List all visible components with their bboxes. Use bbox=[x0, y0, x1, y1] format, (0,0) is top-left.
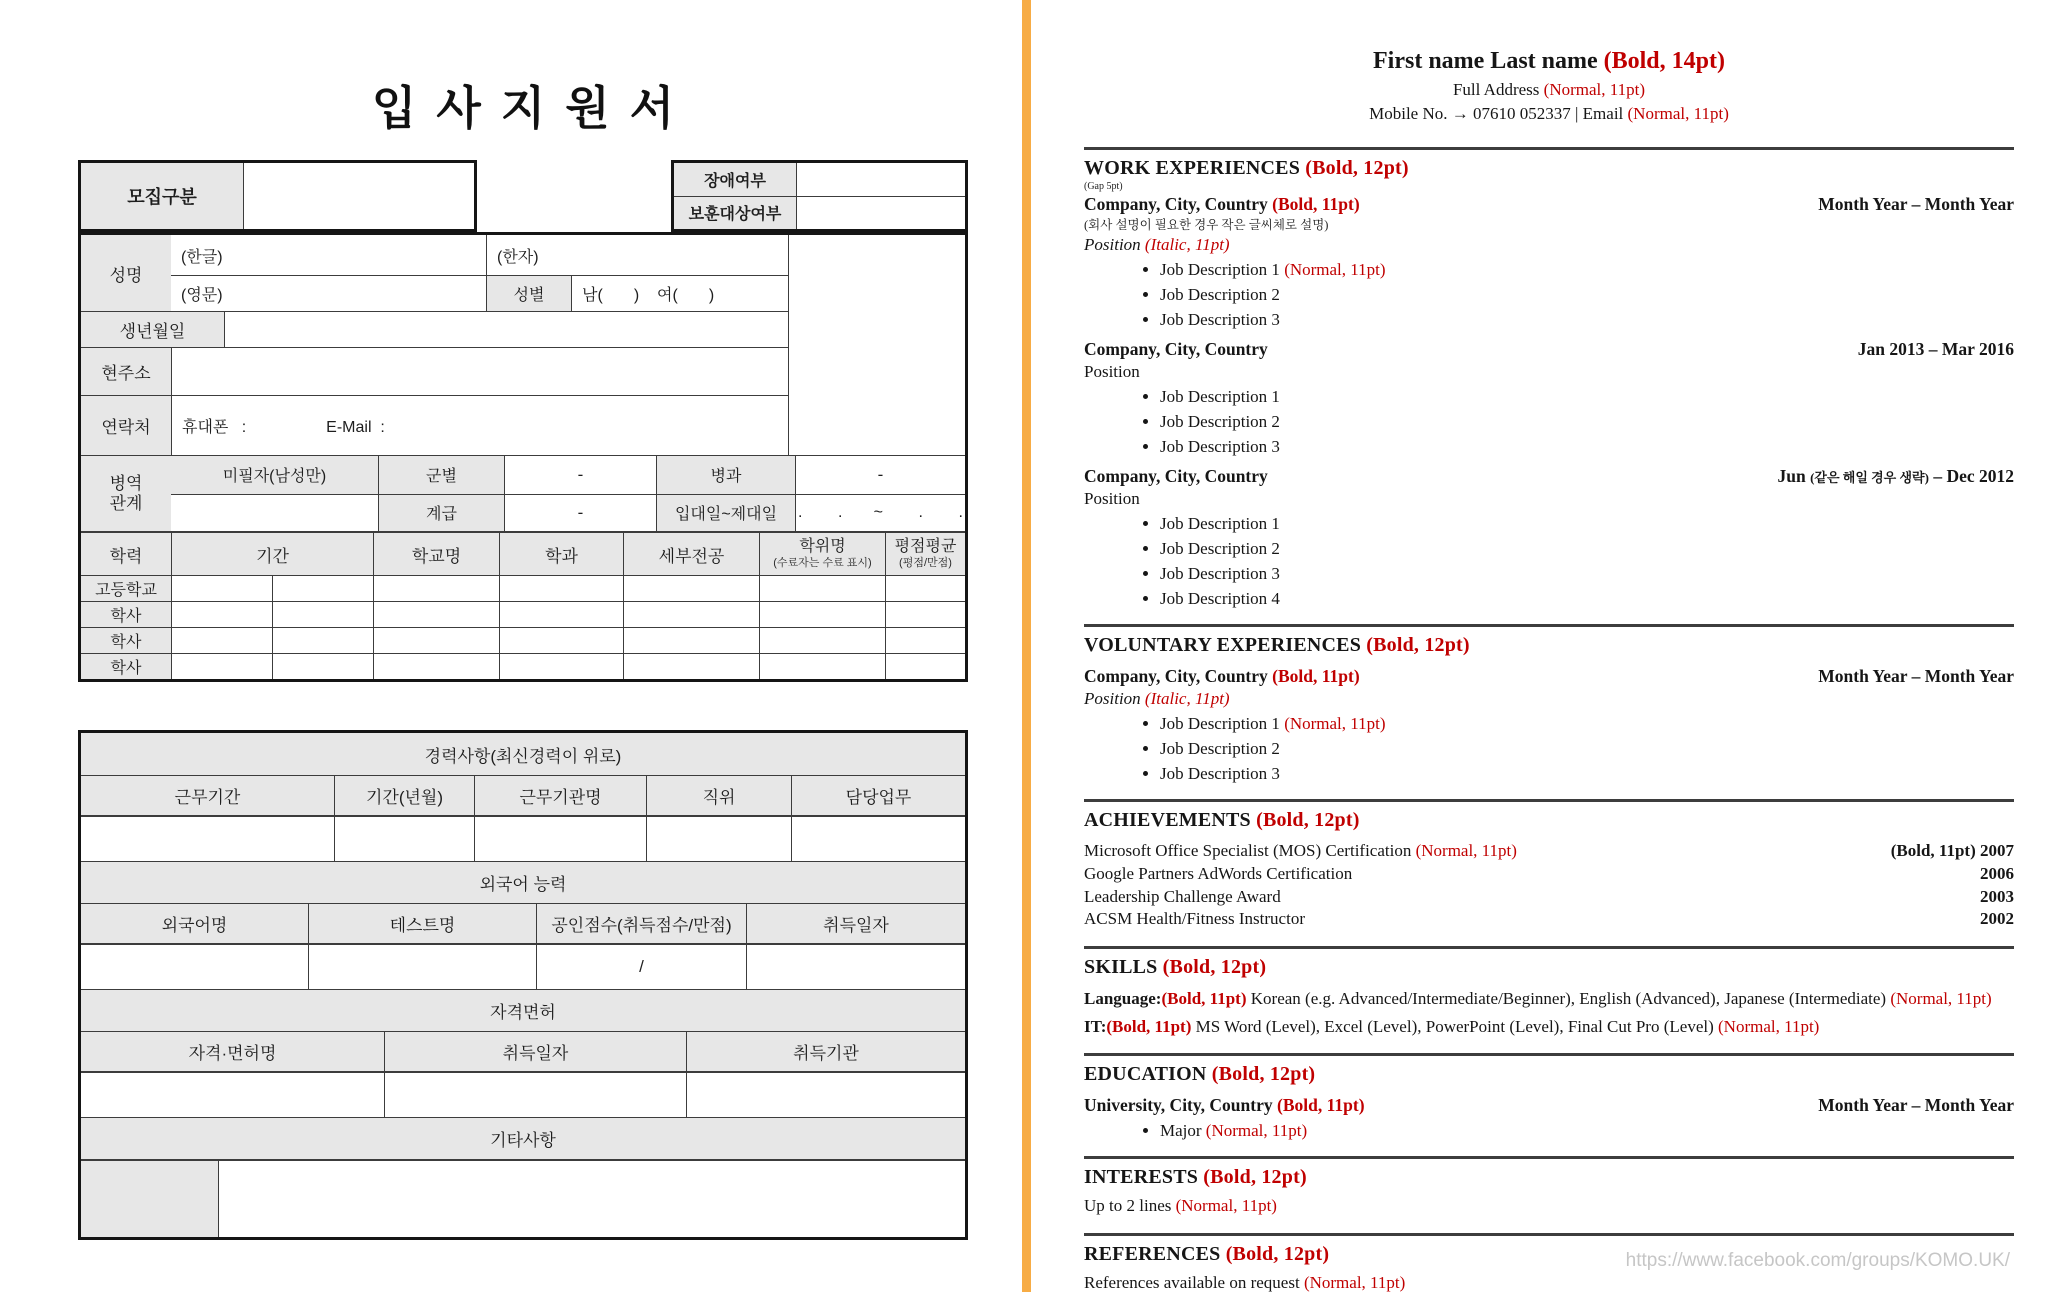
education-row-bachelor-2 bbox=[81, 627, 965, 653]
career-title: 경력사항(최신경력이 위로) bbox=[81, 733, 965, 775]
jd-text: Job Description 3 bbox=[1160, 437, 1280, 457]
military-block bbox=[81, 455, 965, 531]
jd-text: Job Description 3 bbox=[1160, 764, 1280, 784]
name-row-1 bbox=[171, 235, 788, 275]
empty-cell bbox=[171, 602, 272, 627]
empty-cell bbox=[81, 817, 334, 861]
achievement-year: 2003 bbox=[1980, 886, 2014, 906]
education-row-label: 학사 bbox=[81, 628, 171, 653]
military-dates-field: . . ~ . . bbox=[795, 495, 965, 532]
position-note: (Italic, 11pt) bbox=[1144, 235, 1230, 255]
it-note: (Bold, 11pt) bbox=[1106, 1016, 1192, 1036]
empty-cell bbox=[171, 654, 272, 679]
achievements-heading-note: (Bold, 12pt) bbox=[1256, 809, 1360, 832]
education-heading-note: (Bold, 12pt) bbox=[1211, 1063, 1316, 1086]
interests-heading-text: INTERESTS bbox=[1084, 1166, 1199, 1189]
name-hanja-field: (한자) bbox=[486, 235, 788, 275]
skills-language-line bbox=[1084, 987, 2014, 1011]
achievement-text-line bbox=[1084, 840, 1517, 863]
career-header-row bbox=[81, 775, 965, 815]
jd-text: Job Description 2 bbox=[1160, 412, 1280, 432]
interests-body bbox=[1084, 1195, 2014, 1218]
company-line bbox=[1084, 666, 1360, 687]
work-entry-3 bbox=[1084, 466, 2014, 609]
university-note: (Bold, 11pt) bbox=[1277, 1095, 1365, 1116]
cv-name-note: (Bold, 14pt) bbox=[1603, 48, 1725, 74]
upper-left-stack bbox=[81, 235, 788, 455]
cv-header bbox=[1084, 46, 2014, 125]
education-row-label: 고등학교 bbox=[81, 576, 171, 601]
empty-cell bbox=[499, 576, 623, 601]
empty-cell bbox=[171, 628, 272, 653]
position-note: (Italic, 11pt) bbox=[1144, 689, 1230, 709]
address-row bbox=[81, 347, 788, 395]
it-label: IT: bbox=[1084, 1016, 1107, 1036]
cv-address: Full Address bbox=[1452, 80, 1540, 100]
military-rank-label: 계급 bbox=[378, 495, 504, 532]
section-interests bbox=[1084, 1156, 2014, 1218]
gpa-header-main: 평점평균 bbox=[894, 538, 957, 556]
education-header-row bbox=[81, 531, 965, 575]
cv-address-line bbox=[1084, 79, 2014, 101]
license-data-row bbox=[81, 1071, 965, 1117]
recruit-type-label: 모집구분 bbox=[81, 163, 243, 229]
jd-text: Job Description 1 bbox=[1160, 387, 1280, 407]
address-label: 현주소 bbox=[81, 348, 171, 395]
gender-field: 남( ) 여( ) bbox=[571, 276, 788, 311]
license-header-row bbox=[81, 1031, 965, 1071]
empty-cell bbox=[646, 817, 791, 861]
cv-template-page bbox=[1031, 0, 2048, 1292]
achievement-text: ACSM Health/Fitness Instructor bbox=[1084, 909, 1305, 929]
major-list bbox=[1084, 1121, 2014, 1141]
military-branch-field: - bbox=[504, 456, 656, 494]
company-text: Company, City, Country bbox=[1084, 339, 1268, 360]
jd-text: Job Description 2 bbox=[1160, 285, 1280, 305]
disability-field bbox=[796, 163, 965, 196]
section-skills-heading bbox=[1084, 956, 2014, 979]
interests-note: (Normal, 11pt) bbox=[1175, 1196, 1277, 1216]
job-description-list bbox=[1084, 514, 2014, 609]
achievement-text: Google Partners AdWords Certification bbox=[1084, 863, 1353, 883]
degree-header-main: 학위명 bbox=[799, 538, 846, 556]
empty-cell bbox=[384, 1073, 686, 1117]
major-item bbox=[1160, 1121, 2014, 1141]
empty-cell bbox=[686, 1073, 965, 1117]
section-achievements-heading bbox=[1084, 809, 2014, 832]
it-note-2: (Normal, 11pt) bbox=[1718, 1016, 1820, 1036]
education-school-header: 학교명 bbox=[373, 533, 499, 575]
license-header-org: 취득기관 bbox=[686, 1032, 965, 1071]
jd-note: (Normal, 11pt) bbox=[1284, 714, 1386, 734]
military-row-2 bbox=[171, 494, 965, 532]
job-description-list bbox=[1084, 387, 2014, 457]
photo-area bbox=[788, 235, 965, 455]
job-description-item bbox=[1160, 387, 2014, 407]
language-note: (Bold, 11pt) bbox=[1161, 988, 1247, 1008]
education-entry-header bbox=[1084, 1095, 2014, 1116]
career-header-period: 근무기간 bbox=[81, 776, 334, 815]
references-body bbox=[1084, 1272, 2014, 1292]
contact-row bbox=[81, 395, 788, 455]
jd-text: Job Description 1 bbox=[1160, 714, 1280, 734]
language-title: 외국어 능력 bbox=[81, 862, 965, 903]
education-row-label: 학사 bbox=[81, 602, 171, 627]
career-data-row bbox=[81, 815, 965, 861]
cv-content bbox=[1031, 0, 2048, 1292]
company-kr-note: (회사 설명이 필요한 경우 작은 글씨체로 설명) bbox=[1084, 218, 1329, 233]
achievement-year: 2006 bbox=[1980, 863, 2014, 883]
etc-content-cell bbox=[218, 1161, 965, 1237]
dates: Month Year – Month Year bbox=[1818, 1095, 2014, 1116]
position-text: Position bbox=[1084, 362, 1140, 382]
voluntary-heading-note: (Bold, 12pt) bbox=[1366, 634, 1470, 657]
skills-heading-note: (Bold, 12pt) bbox=[1162, 955, 1267, 978]
cv-contact-line bbox=[1084, 103, 2014, 125]
dates bbox=[1777, 466, 2014, 487]
company-text: Company, City, Country bbox=[1084, 466, 1268, 487]
references-heading-note: (Bold, 12pt) bbox=[1225, 1243, 1330, 1266]
company-line bbox=[1084, 194, 1360, 215]
empty-cell bbox=[623, 654, 759, 679]
empty-cell bbox=[759, 602, 885, 627]
achievement-year: 2007 bbox=[1980, 841, 2014, 861]
achievement-year-line bbox=[1891, 840, 2014, 863]
language-header-test: 테스트명 bbox=[308, 904, 536, 943]
military-fields bbox=[171, 456, 965, 531]
jd-text: Job Description 1 bbox=[1160, 260, 1280, 280]
empty-cell bbox=[746, 945, 965, 989]
education-heading-text: EDUCATION bbox=[1084, 1063, 1207, 1086]
empty-cell bbox=[499, 602, 623, 627]
birthdate-row bbox=[81, 311, 788, 347]
watermark-url: https://www.facebook.com/groups/KOMO.UK/ bbox=[1625, 1250, 2010, 1271]
voluntary-entry bbox=[1084, 666, 2014, 784]
empty-cell bbox=[81, 945, 308, 989]
skills-heading-text: SKILLS bbox=[1084, 955, 1158, 978]
empty-cell bbox=[171, 576, 272, 601]
job-description-item bbox=[1160, 514, 2014, 534]
job-description-item bbox=[1160, 564, 2014, 584]
empty-cell bbox=[272, 576, 373, 601]
section-achievements bbox=[1084, 799, 2014, 930]
etc-data-row bbox=[81, 1159, 965, 1237]
section-skills bbox=[1084, 946, 2014, 1039]
empty-cell bbox=[759, 628, 885, 653]
voluntary-entry-header bbox=[1084, 666, 2014, 687]
empty-cell bbox=[623, 602, 759, 627]
disability-label: 장애여부 bbox=[674, 163, 796, 196]
empty-cell bbox=[623, 628, 759, 653]
references-text: References available on request bbox=[1084, 1273, 1300, 1292]
dates-post: – Dec 2012 bbox=[1928, 466, 2014, 487]
degree-header-sub: (수료자는 수료 표시) bbox=[773, 556, 872, 569]
empty-cell bbox=[373, 602, 499, 627]
name-rows bbox=[81, 235, 788, 311]
recruit-type-field bbox=[243, 163, 474, 229]
career-header-org: 근무기관명 bbox=[474, 776, 646, 815]
jd-text: Job Description 3 bbox=[1160, 310, 1280, 330]
language-header-date: 취득일자 bbox=[746, 904, 965, 943]
personal-info-form bbox=[78, 160, 968, 682]
cv-name-line bbox=[1084, 46, 2014, 77]
achievement-note: (Normal, 11pt) bbox=[1415, 841, 1517, 861]
job-description-item bbox=[1160, 285, 2014, 305]
language-header-score: 공인점수(취득점수/만점) bbox=[536, 904, 746, 943]
jd-text: Job Description 4 bbox=[1160, 589, 1280, 609]
military-status-cell: 미필자(남성만) bbox=[171, 456, 378, 494]
education-major-header: 세부전공 bbox=[623, 533, 759, 575]
work-entry-1-header bbox=[1084, 194, 2014, 215]
career-header-duty: 담당업무 bbox=[791, 776, 965, 815]
job-description-item bbox=[1160, 739, 2014, 759]
achievements-heading-text: ACHIEVEMENTS bbox=[1084, 809, 1251, 832]
education-row-bachelor-3 bbox=[81, 653, 965, 679]
empty-cell bbox=[499, 654, 623, 679]
company-text: Company, City, Country bbox=[1084, 666, 1268, 687]
jd-note: (Normal, 11pt) bbox=[1284, 260, 1386, 280]
name-row-2 bbox=[171, 275, 788, 311]
job-description-item bbox=[1160, 412, 2014, 432]
language-title-row bbox=[81, 861, 965, 903]
education-degree-header bbox=[759, 533, 885, 575]
achievement-row bbox=[1084, 886, 2014, 909]
language-score-slash-cell: / bbox=[536, 945, 746, 989]
license-title: 자격면허 bbox=[81, 990, 965, 1031]
interests-heading-note: (Bold, 12pt) bbox=[1203, 1166, 1307, 1189]
disability-row bbox=[674, 163, 965, 196]
military-class-label: 병과 bbox=[656, 456, 795, 494]
job-description-item bbox=[1160, 310, 2014, 330]
skills-it-line bbox=[1084, 1015, 2014, 1039]
korean-application-form-page bbox=[0, 0, 1022, 1292]
military-label-line1: 병역 bbox=[109, 473, 143, 493]
jd-text: Job Description 2 bbox=[1160, 539, 1280, 559]
references-note: (Normal, 11pt) bbox=[1303, 1273, 1406, 1292]
empty-cell bbox=[885, 576, 965, 601]
work-entry-3-header bbox=[1084, 466, 2014, 487]
work-heading-text: WORK EXPERIENCES bbox=[1084, 157, 1301, 180]
job-description-item bbox=[1160, 539, 2014, 559]
section-interests-heading bbox=[1084, 1166, 2014, 1189]
empty-cell bbox=[272, 628, 373, 653]
education-gpa-header bbox=[885, 533, 965, 575]
position-text: Position bbox=[1084, 235, 1141, 255]
career-title-row bbox=[81, 733, 965, 775]
empty-cell bbox=[499, 628, 623, 653]
empty-cell bbox=[885, 602, 965, 627]
disability-veteran-box bbox=[671, 160, 968, 232]
company-note: (Bold, 11pt) bbox=[1272, 194, 1360, 215]
empty-cell bbox=[272, 602, 373, 627]
work-heading-note: (Bold, 12pt) bbox=[1305, 157, 1409, 180]
dates: Month Year – Month Year bbox=[1818, 194, 2014, 215]
section-education-heading bbox=[1084, 1063, 2014, 1086]
language-header-row bbox=[81, 903, 965, 943]
achievement-row bbox=[1084, 863, 2014, 886]
achievement-row bbox=[1084, 840, 2014, 863]
military-rank-field: - bbox=[504, 495, 656, 532]
education-level-header: 학력 bbox=[81, 533, 171, 575]
empty-cell bbox=[272, 654, 373, 679]
work-entry-1 bbox=[1084, 194, 2014, 330]
position-text: Position bbox=[1084, 489, 1140, 509]
major-note: (Normal, 11pt) bbox=[1205, 1121, 1308, 1141]
empty-cell bbox=[885, 654, 965, 679]
veteran-row bbox=[674, 196, 965, 230]
veteran-label: 보훈대상여부 bbox=[674, 197, 796, 230]
license-header-date: 취득일자 bbox=[384, 1032, 686, 1071]
contact-field: 휴대폰 : E-Mail : bbox=[171, 396, 788, 455]
it-text: MS Word (Level), Excel (Level), PowerPoint (Level), Final Cut Pro (Level) bbox=[1191, 1016, 1718, 1036]
education-row-bachelor-1 bbox=[81, 601, 965, 627]
page-divider bbox=[1022, 0, 1031, 1292]
empty-cell bbox=[81, 1073, 384, 1117]
gap-note: (Gap 5pt) bbox=[1084, 181, 1123, 193]
dates: Jan 2013 – Mar 2016 bbox=[1857, 339, 2014, 360]
dates: Month Year – Month Year bbox=[1818, 666, 2014, 687]
references-heading-text: REFERENCES bbox=[1084, 1243, 1221, 1266]
dates-kr-note: (같은 해일 경우 생략) bbox=[1810, 470, 1929, 486]
job-description-item bbox=[1160, 764, 2014, 784]
section-work bbox=[1084, 147, 2014, 609]
recruit-type-box bbox=[78, 160, 477, 232]
empty-cell bbox=[885, 628, 965, 653]
contact-label: 연락처 bbox=[81, 396, 171, 455]
section-voluntary bbox=[1084, 624, 2014, 784]
voluntary-heading-text: VOLUNTARY EXPERIENCES bbox=[1084, 634, 1362, 657]
interests-text: Up to 2 lines bbox=[1084, 1196, 1172, 1216]
language-text: Korean (e.g. Advanced/Intermediate/Beginner), English (Advanced), Japanese (Intermediate) bbox=[1246, 988, 1891, 1008]
cv-contact-note: (Normal, 11pt) bbox=[1627, 104, 1729, 124]
veteran-field bbox=[796, 197, 965, 230]
etc-title-row bbox=[81, 1117, 965, 1159]
section-voluntary-heading bbox=[1084, 634, 2014, 657]
personal-info-table bbox=[78, 232, 968, 682]
company-note: (Bold, 11pt) bbox=[1272, 666, 1360, 687]
gender-label: 성별 bbox=[486, 276, 571, 311]
empty-cell bbox=[791, 817, 965, 861]
career-header-duration: 기간(년월) bbox=[334, 776, 474, 815]
jd-text: Job Description 2 bbox=[1160, 739, 1280, 759]
education-row-label: 학사 bbox=[81, 654, 171, 679]
education-entry bbox=[1084, 1095, 2014, 1141]
gpa-header-sub: (평점/만점) bbox=[899, 556, 952, 569]
university-text: University, City, Country bbox=[1084, 1095, 1273, 1116]
university-line bbox=[1084, 1095, 1365, 1116]
address-field bbox=[171, 348, 788, 395]
empty-cell bbox=[623, 576, 759, 601]
major-text: Major bbox=[1160, 1121, 1202, 1141]
job-description-item bbox=[1160, 260, 2014, 280]
top-strip bbox=[78, 160, 968, 232]
language-header-name: 외국어명 bbox=[81, 904, 308, 943]
birthdate-field bbox=[224, 312, 788, 347]
empty-cell bbox=[759, 654, 885, 679]
achievement-row bbox=[1084, 908, 2014, 931]
name-korean-field: (한글) bbox=[181, 248, 223, 266]
work-entry-2-header bbox=[1084, 339, 2014, 360]
empty-cell bbox=[373, 628, 499, 653]
empty-cell bbox=[373, 654, 499, 679]
company-text: Company, City, Country bbox=[1084, 194, 1268, 215]
career-header-title: 직위 bbox=[646, 776, 791, 815]
achievements-list bbox=[1084, 840, 2014, 930]
cv-contact: Mobile No. → 07610 052337 | Email bbox=[1369, 104, 1624, 124]
achievement-text: Leadership Challenge Award bbox=[1084, 886, 1281, 906]
language-note-2: (Normal, 11pt) bbox=[1890, 988, 1992, 1008]
etc-title: 기타사항 bbox=[81, 1118, 965, 1159]
education-dept-header: 학과 bbox=[499, 533, 623, 575]
military-label bbox=[81, 456, 171, 531]
jd-text: Job Description 3 bbox=[1160, 564, 1280, 584]
education-period-header: 기간 bbox=[171, 533, 373, 575]
education-row-highschool bbox=[81, 575, 965, 601]
etc-side-cell bbox=[81, 1161, 218, 1237]
military-service-label: 입대일~제대일 bbox=[656, 495, 795, 532]
job-description-item bbox=[1160, 437, 2014, 457]
position-line bbox=[1084, 689, 2014, 709]
license-title-row bbox=[81, 989, 965, 1031]
achievement-text: Microsoft Office Specialist (MOS) Certification bbox=[1084, 841, 1412, 861]
cv-address-note: (Normal, 11pt) bbox=[1543, 80, 1646, 100]
empty-cell bbox=[334, 817, 474, 861]
empty-cell bbox=[759, 576, 885, 601]
dates-pre: Jun bbox=[1777, 466, 1811, 487]
license-header-name: 자격·면허명 bbox=[81, 1032, 384, 1071]
work-entry-2 bbox=[1084, 339, 2014, 457]
name-fields bbox=[171, 235, 788, 311]
cv-name: First name Last name bbox=[1373, 48, 1598, 74]
position-text: Position bbox=[1084, 689, 1141, 709]
job-description-item bbox=[1160, 589, 2014, 609]
name-label: 성명 bbox=[81, 235, 171, 311]
name-english-field: (영문) bbox=[181, 287, 223, 304]
job-description-item bbox=[1160, 714, 2014, 734]
military-empty-cell bbox=[171, 495, 378, 532]
career-language-license-table bbox=[78, 730, 968, 1240]
job-description-list bbox=[1084, 714, 2014, 784]
section-education bbox=[1084, 1053, 2014, 1141]
military-class-field: - bbox=[795, 456, 965, 494]
language-label: Language: bbox=[1084, 988, 1162, 1008]
achievement-year: 2002 bbox=[1980, 909, 2014, 929]
section-work-heading bbox=[1084, 157, 2014, 180]
form-title: 입사지원서 bbox=[371, 82, 695, 134]
empty-cell bbox=[308, 945, 536, 989]
position-line bbox=[1084, 235, 2014, 255]
military-row-1 bbox=[171, 456, 965, 494]
upper-block bbox=[81, 235, 965, 455]
job-description-list bbox=[1084, 260, 2014, 330]
achievement-year-note: (Bold, 11pt) bbox=[1890, 841, 1980, 861]
military-label-line2: 관계 bbox=[109, 493, 143, 513]
jd-text: Job Description 1 bbox=[1160, 514, 1280, 534]
language-data-row bbox=[81, 943, 965, 989]
military-branch-label: 군별 bbox=[378, 456, 504, 494]
empty-cell bbox=[373, 576, 499, 601]
empty-cell bbox=[474, 817, 646, 861]
birthdate-label: 생년월일 bbox=[81, 312, 224, 347]
